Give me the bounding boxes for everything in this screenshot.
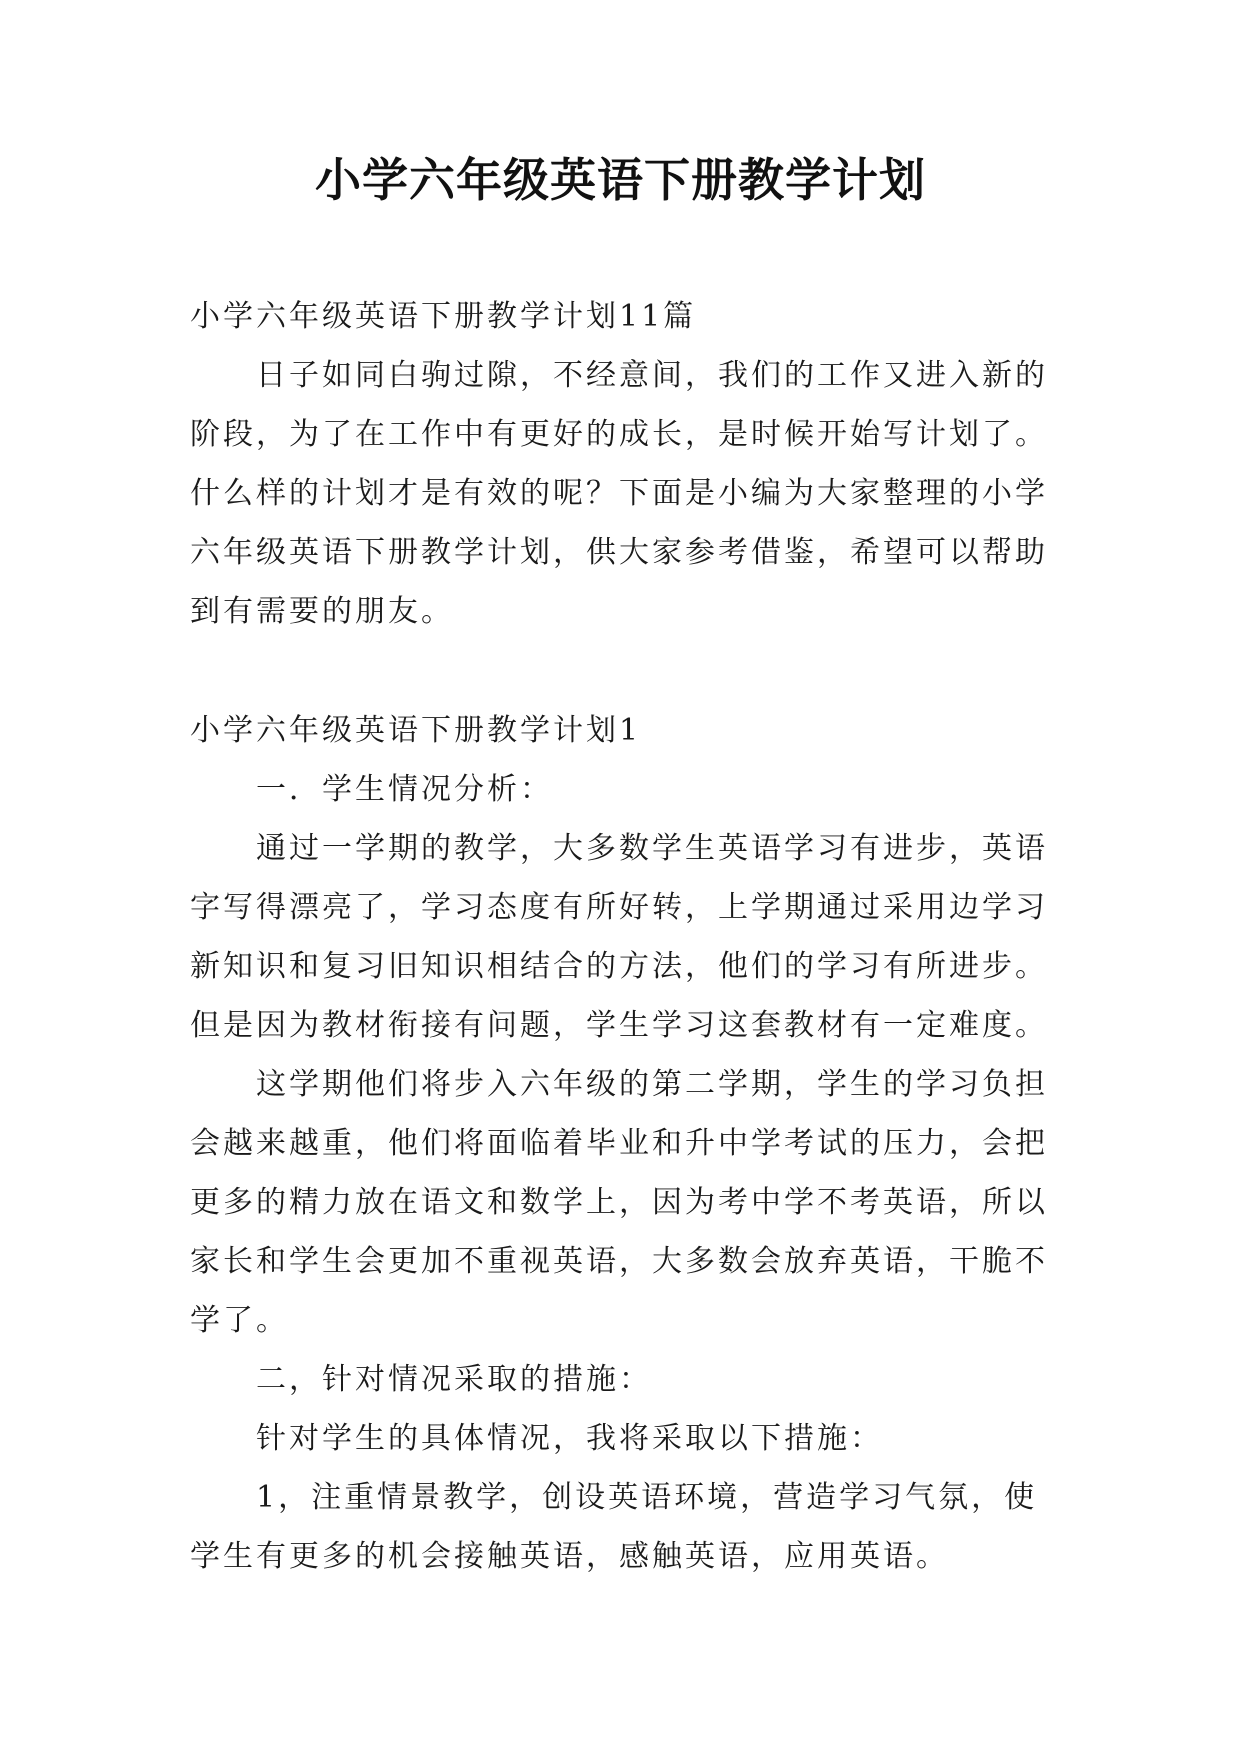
document-body — [190, 287, 1060, 1586]
part2-intro: 针对学生的具体情况，我将采取以下措施： — [256, 1421, 883, 1456]
section-heading: 小学六年级英语下册教学计划1 — [190, 713, 642, 748]
part1-paragraph-1: 通过一学期的教学，大多数学生英语学习有进步，英语字写得漂亮了，学习态度有所好转，上学期通过采用边学习新知识和复习旧知识相结合的方法，他们的学习有所进步。但是因为教材衔接有问题，学生学习这套教材有一定难度。 — [190, 831, 1048, 1043]
part2-heading: 二，针对情况采取的措施： — [256, 1362, 652, 1397]
intro-paragraph: 日子如同白驹过隙，不经意间，我们的工作又进入新的阶段，为了在工作中有更好的成长，是时候开始写计划了。什么样的计划才是有效的呢？下面是小编为大家整理的小学六年级英语下册教学计划，供大家参考借鉴，希望可以帮助到有需要的朋友。 — [190, 358, 1048, 629]
part1-paragraph-2: 这学期他们将步入六年级的第二学期，学生的学习负担会越来越重，他们将面临着毕业和升中学考试的压力，会把更多的精力放在语文和数学上，因为考中学不考英语，所以家长和学生会更加不重视英语，大多数会放弃英语，干脆不学了。 — [190, 1067, 1048, 1338]
measure-1: 1，注重情景教学，创设英语环境，营造学习气氛，使学生有更多的机会接触英语，感触英语，应用英语。 — [190, 1480, 1038, 1574]
part1-heading: 一．学生情况分析： — [256, 772, 553, 807]
document-title: 小学六年级英语下册教学计划 — [315, 153, 926, 207]
section-spacer — [190, 641, 1060, 701]
document-subtitle: 小学六年级英语下册教学计划11篇 — [190, 299, 697, 334]
